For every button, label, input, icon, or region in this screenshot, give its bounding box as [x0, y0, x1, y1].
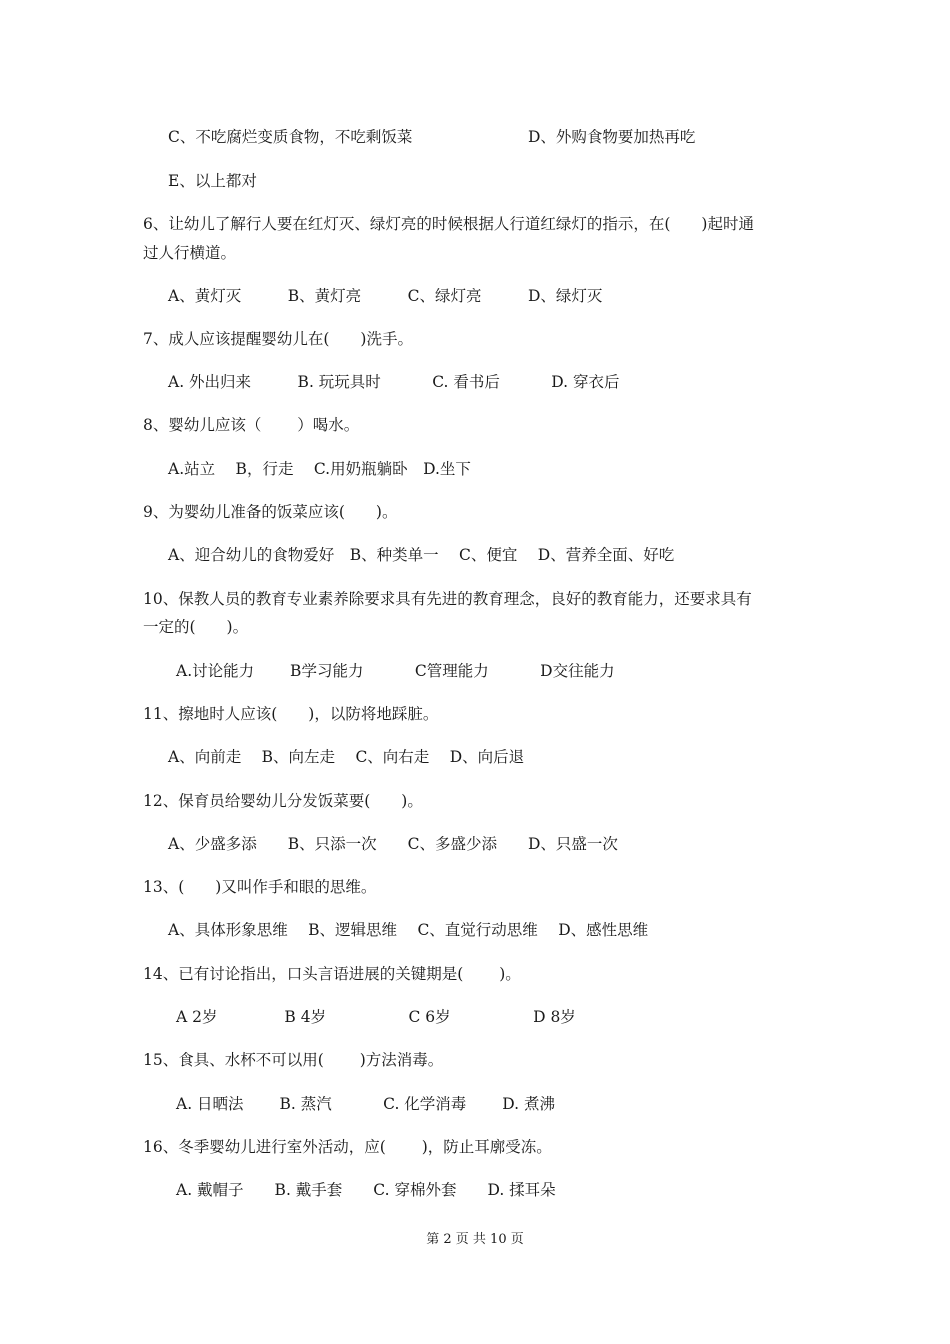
- question-13: 13、( )又叫作手和眼的思维。: [143, 878, 377, 896]
- options-12: A、少盛多添 B、只添一次 C、多盛少添 D、只盛一次: [168, 835, 618, 853]
- options-15: A. 日晒法 B. 蒸汽 C. 化学消毒 D. 煮沸: [176, 1095, 555, 1113]
- page-footer: 第 2 页 共 10 页: [426, 1232, 524, 1247]
- question-6-continued: 过人行横道。: [143, 244, 237, 262]
- question-10: 10、保教人员的教育专业素养除要求具有先进的教育理念，良好的教育能力，还要求具有: [143, 590, 752, 608]
- question-16: 16、冬季婴幼儿进行室外活动，应( )，防止耳廓受冻。: [143, 1138, 552, 1156]
- option-line: C、不吃腐烂变质食物，不吃剩饭菜: [168, 128, 413, 146]
- question-14: 14、已有讨论指出，口头言语进展的关键期是( )。: [143, 965, 521, 983]
- options-11: A、向前走 B、向左走 C、向右走 D、向后退: [168, 748, 525, 766]
- options-6: A、黄灯灭 B、黄灯亮 C、绿灯亮 D、绿灯灭: [168, 287, 603, 305]
- options-14: A 2岁 B 4岁 C 6岁 D 8岁: [176, 1008, 576, 1026]
- question-11: 11、擦地时人应该( )，以防将地踩脏。: [143, 705, 439, 723]
- options-10: A.讨论能力 B学习能力 C管理能力 D交往能力: [176, 662, 615, 680]
- options-7: A. 外出归来 B. 玩玩具时 C. 看书后 D. 穿衣后: [168, 373, 620, 391]
- question-8: 8、婴幼儿应该（ ）喝水。: [143, 416, 360, 434]
- question-6: 6、让幼儿了解行人要在红灯灭、绿灯亮的时候根据人行道红绿灯的指示，在( )起时通: [143, 215, 754, 233]
- question-10-continued: 一定的( )。: [143, 618, 249, 636]
- options-13: A、具体形象思维 B、逻辑思维 C、直觉行动思维 D、感性思维: [168, 921, 649, 939]
- option-line: E、以上都对: [168, 172, 257, 190]
- options-16: A. 戴帽子 B. 戴手套 C. 穿棉外套 D. 揉耳朵: [176, 1181, 556, 1199]
- question-15: 15、食具、水杯不可以用( )方法消毒。: [143, 1051, 444, 1069]
- question-7: 7、成人应该提醒婴幼儿在( )洗手。: [143, 330, 413, 348]
- options-8: A.站立 B，行走 C.用奶瓶躺卧 D.坐下: [168, 460, 471, 478]
- question-12: 12、保育员给婴幼儿分发饭菜要( )。: [143, 792, 423, 810]
- question-9: 9、为婴幼儿准备的饭菜应该( )。: [143, 503, 398, 521]
- option-line: D、外购食物要加热再吃: [528, 128, 696, 146]
- options-9: A、迎合幼儿的食物爱好 B、种类单一 C、便宜 D、营养全面、好吃: [168, 546, 675, 564]
